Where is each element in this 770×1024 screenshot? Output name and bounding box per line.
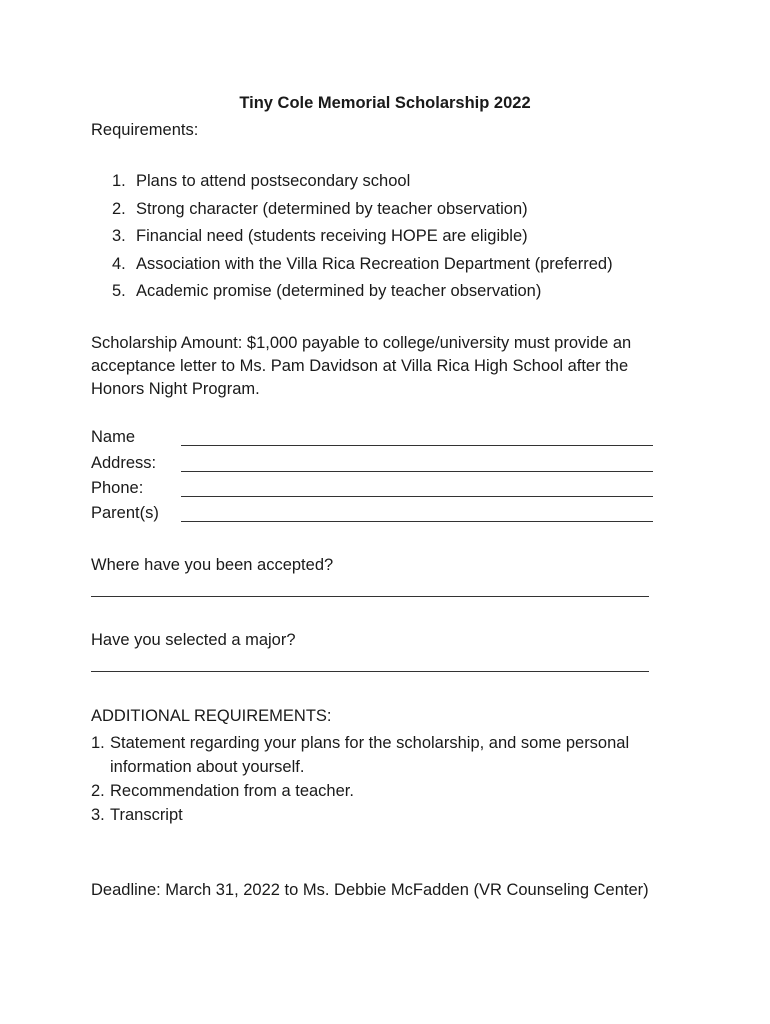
name-field-row: [91, 428, 661, 448]
parents-field[interactable]: [181, 521, 653, 522]
list-text: Academic promise (determined by teacher observation): [136, 282, 542, 300]
deadline-text: Deadline: March 31, 2022 to Ms. Debbie McFadden (VR Counseling Center): [91, 881, 649, 899]
accepted-answer-line[interactable]: [91, 596, 649, 597]
list-item: [112, 200, 613, 228]
phone-field-row: [91, 479, 661, 499]
parents-field-row: [91, 504, 661, 524]
list-text: Plans to attend postsecondary school: [136, 172, 411, 190]
list-text: Financial need (students receiving HOPE are eligible): [136, 227, 528, 245]
list-item: [112, 282, 613, 310]
requirements-list: [112, 172, 613, 310]
list-number: 1.: [112, 172, 126, 190]
phone-label: Phone:: [91, 479, 144, 497]
scholarship-amount-paragraph: Scholarship Amount: $1,000 payable to college/university must provide an acceptance letter to Ms. Pam Davidson at Villa Rica High School after the Honors Night Program.: [91, 334, 632, 398]
major-answer-line[interactable]: [91, 671, 649, 672]
name-label: Name: [91, 428, 136, 446]
document-title: Tiny Cole Memorial Scholarship 2022: [239, 94, 531, 112]
major-question: Have you selected a major?: [91, 631, 296, 649]
list-text: Statement regarding your plans for the scholarship, and some personal information about yourself.: [110, 734, 630, 776]
list-number: 4.: [112, 254, 126, 273]
list-item: [91, 779, 691, 803]
list-text: Recommendation from a teacher.: [110, 782, 354, 800]
list-text: Strong character (determined by teacher observation): [136, 199, 528, 218]
list-item: [91, 803, 691, 827]
list-item: [112, 172, 613, 200]
address-field-row: [91, 454, 661, 474]
address-label: Address:: [91, 454, 157, 472]
phone-field[interactable]: [181, 496, 653, 497]
requirements-heading: Requirements:: [91, 121, 199, 139]
list-number: 2.: [91, 782, 105, 800]
list-item: [112, 227, 613, 255]
name-field[interactable]: [181, 445, 653, 446]
additional-requirements-heading: ADDITIONAL REQUIREMENTS:: [91, 707, 332, 725]
address-field[interactable]: [181, 471, 653, 472]
list-number: 2.: [112, 199, 126, 218]
list-item: [112, 255, 613, 283]
list-text: Association with the Villa Rica Recreation Department (preferred): [136, 254, 613, 273]
list-number: 1.: [91, 734, 105, 752]
list-number: 3.: [91, 806, 105, 824]
additional-requirements-list: [91, 731, 691, 827]
parents-label: Parent(s): [91, 504, 159, 522]
accepted-question: Where have you been accepted?: [91, 556, 334, 574]
list-item: [91, 731, 691, 779]
list-text: Transcript: [110, 806, 183, 824]
list-number: 3.: [112, 227, 126, 245]
list-number: 5.: [112, 282, 126, 300]
